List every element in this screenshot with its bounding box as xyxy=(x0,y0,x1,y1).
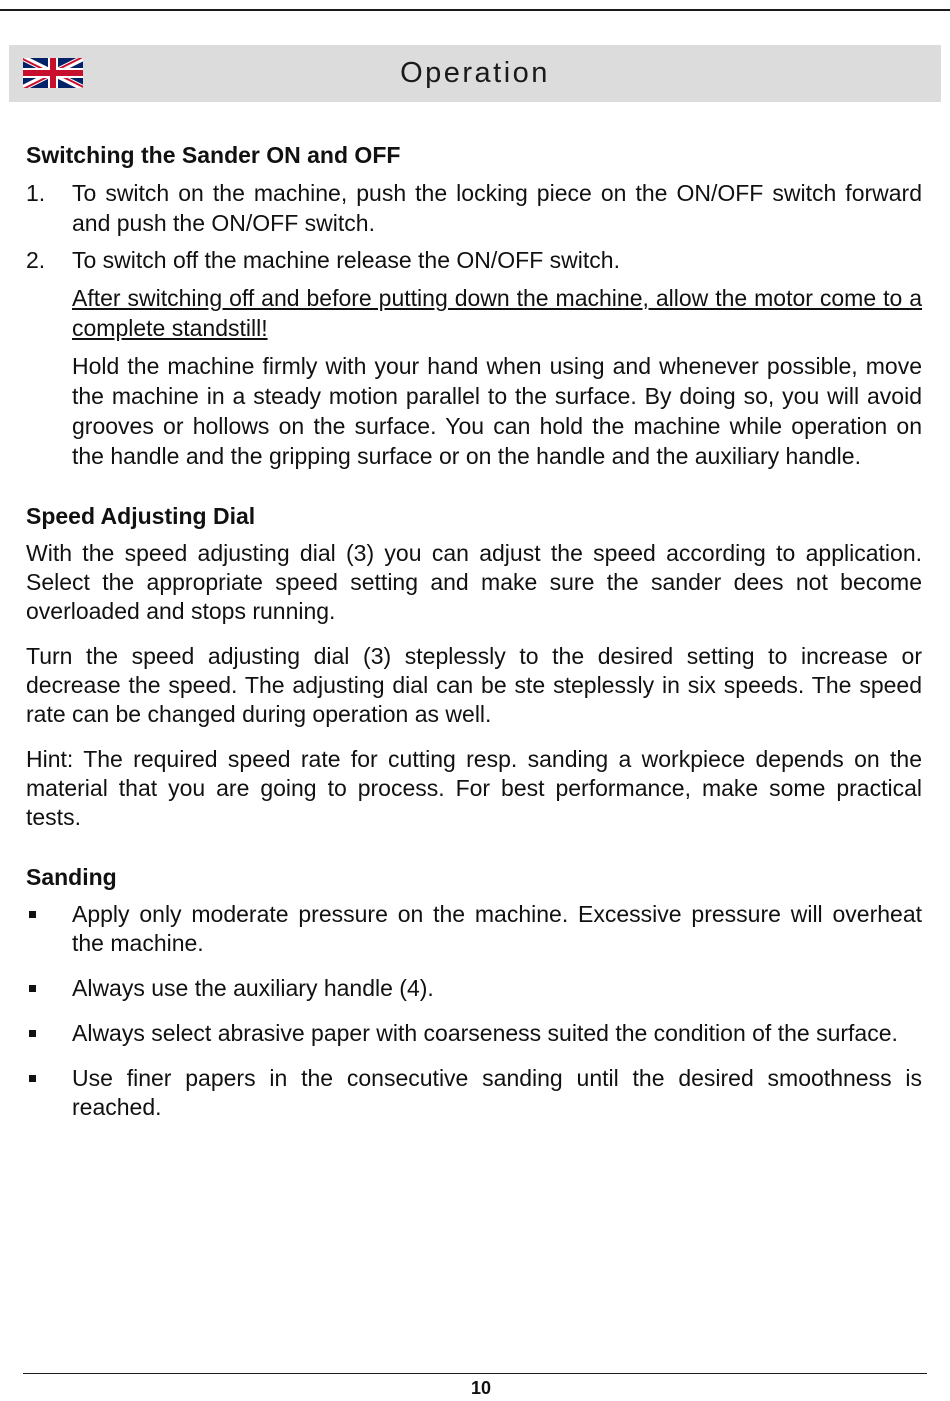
list-item xyxy=(26,900,922,958)
paragraph: Hint: The required speed rate for cutting resp. sanding a workpiece depends on the material that you are going to process. For best performance, make some practical tests. xyxy=(26,746,922,830)
bullet-text: Always select abrasive paper with coarseness suited the condition of the surface. xyxy=(72,1020,898,1046)
page-number: 10 xyxy=(470,1378,492,1398)
section-title-speed: Speed Adjusting Dial xyxy=(26,503,256,529)
list-item xyxy=(26,1019,922,1048)
paragraph: Turn the speed adjusting dial (3) steplessly to the desired setting to increase or decrease the speed. The adjusting dial can be ste steplessly in six speeds. The speed rate can be changed during operation as well. xyxy=(26,643,922,727)
bullet-icon xyxy=(29,1075,36,1082)
step-number: 2. xyxy=(26,247,46,273)
footer-rule xyxy=(23,1373,927,1374)
bullet-text: Use finer papers in the consecutive sanding until the desired smoothness is reached. xyxy=(72,1065,922,1120)
section-title-sanding: Sanding xyxy=(26,864,117,890)
step-text: To switch on the machine, push the locking piece on the ON/OFF switch forward and push the ON/OFF switch. xyxy=(72,180,922,236)
step-number: 1. xyxy=(26,180,46,206)
usage-note: Hold the machine firmly with your hand when using and whenever possible, move the machine in a steady motion parallel to the surface. By doing so, you will avoid grooves or hollows on the surface. You can hold the machine while operation on the handle and the gripping surface or on the handle and the auxiliary handle. xyxy=(72,353,922,469)
top-rule xyxy=(0,9,950,11)
page-title: Operation xyxy=(400,57,550,89)
list-item xyxy=(26,178,922,238)
bullet-icon xyxy=(29,985,36,992)
list-item xyxy=(26,1064,922,1122)
paragraph: With the speed adjusting dial (3) you can adjust the speed according to application. Select the appropriate speed setting and make sure the sander dees not become overloaded and stops running. xyxy=(26,540,922,624)
list-item xyxy=(26,974,922,1003)
header-band xyxy=(9,45,941,102)
bullet-icon xyxy=(29,1030,36,1037)
bullet-icon xyxy=(29,911,36,918)
bullet-text: Apply only moderate pressure on the machine. Excessive pressure will overheat the machine. xyxy=(72,901,922,956)
step-text: To switch off the machine release the ON/OFF switch. xyxy=(72,247,620,273)
page-content xyxy=(26,140,922,1122)
bullet-text: Always use the auxiliary handle (4). xyxy=(72,975,434,1001)
list-item xyxy=(26,245,922,275)
section-title-switching: Switching the Sander ON and OFF xyxy=(26,142,401,168)
warning-text: After switching off and before putting down the machine, allow the motor come to a complete standstill! xyxy=(72,285,922,341)
